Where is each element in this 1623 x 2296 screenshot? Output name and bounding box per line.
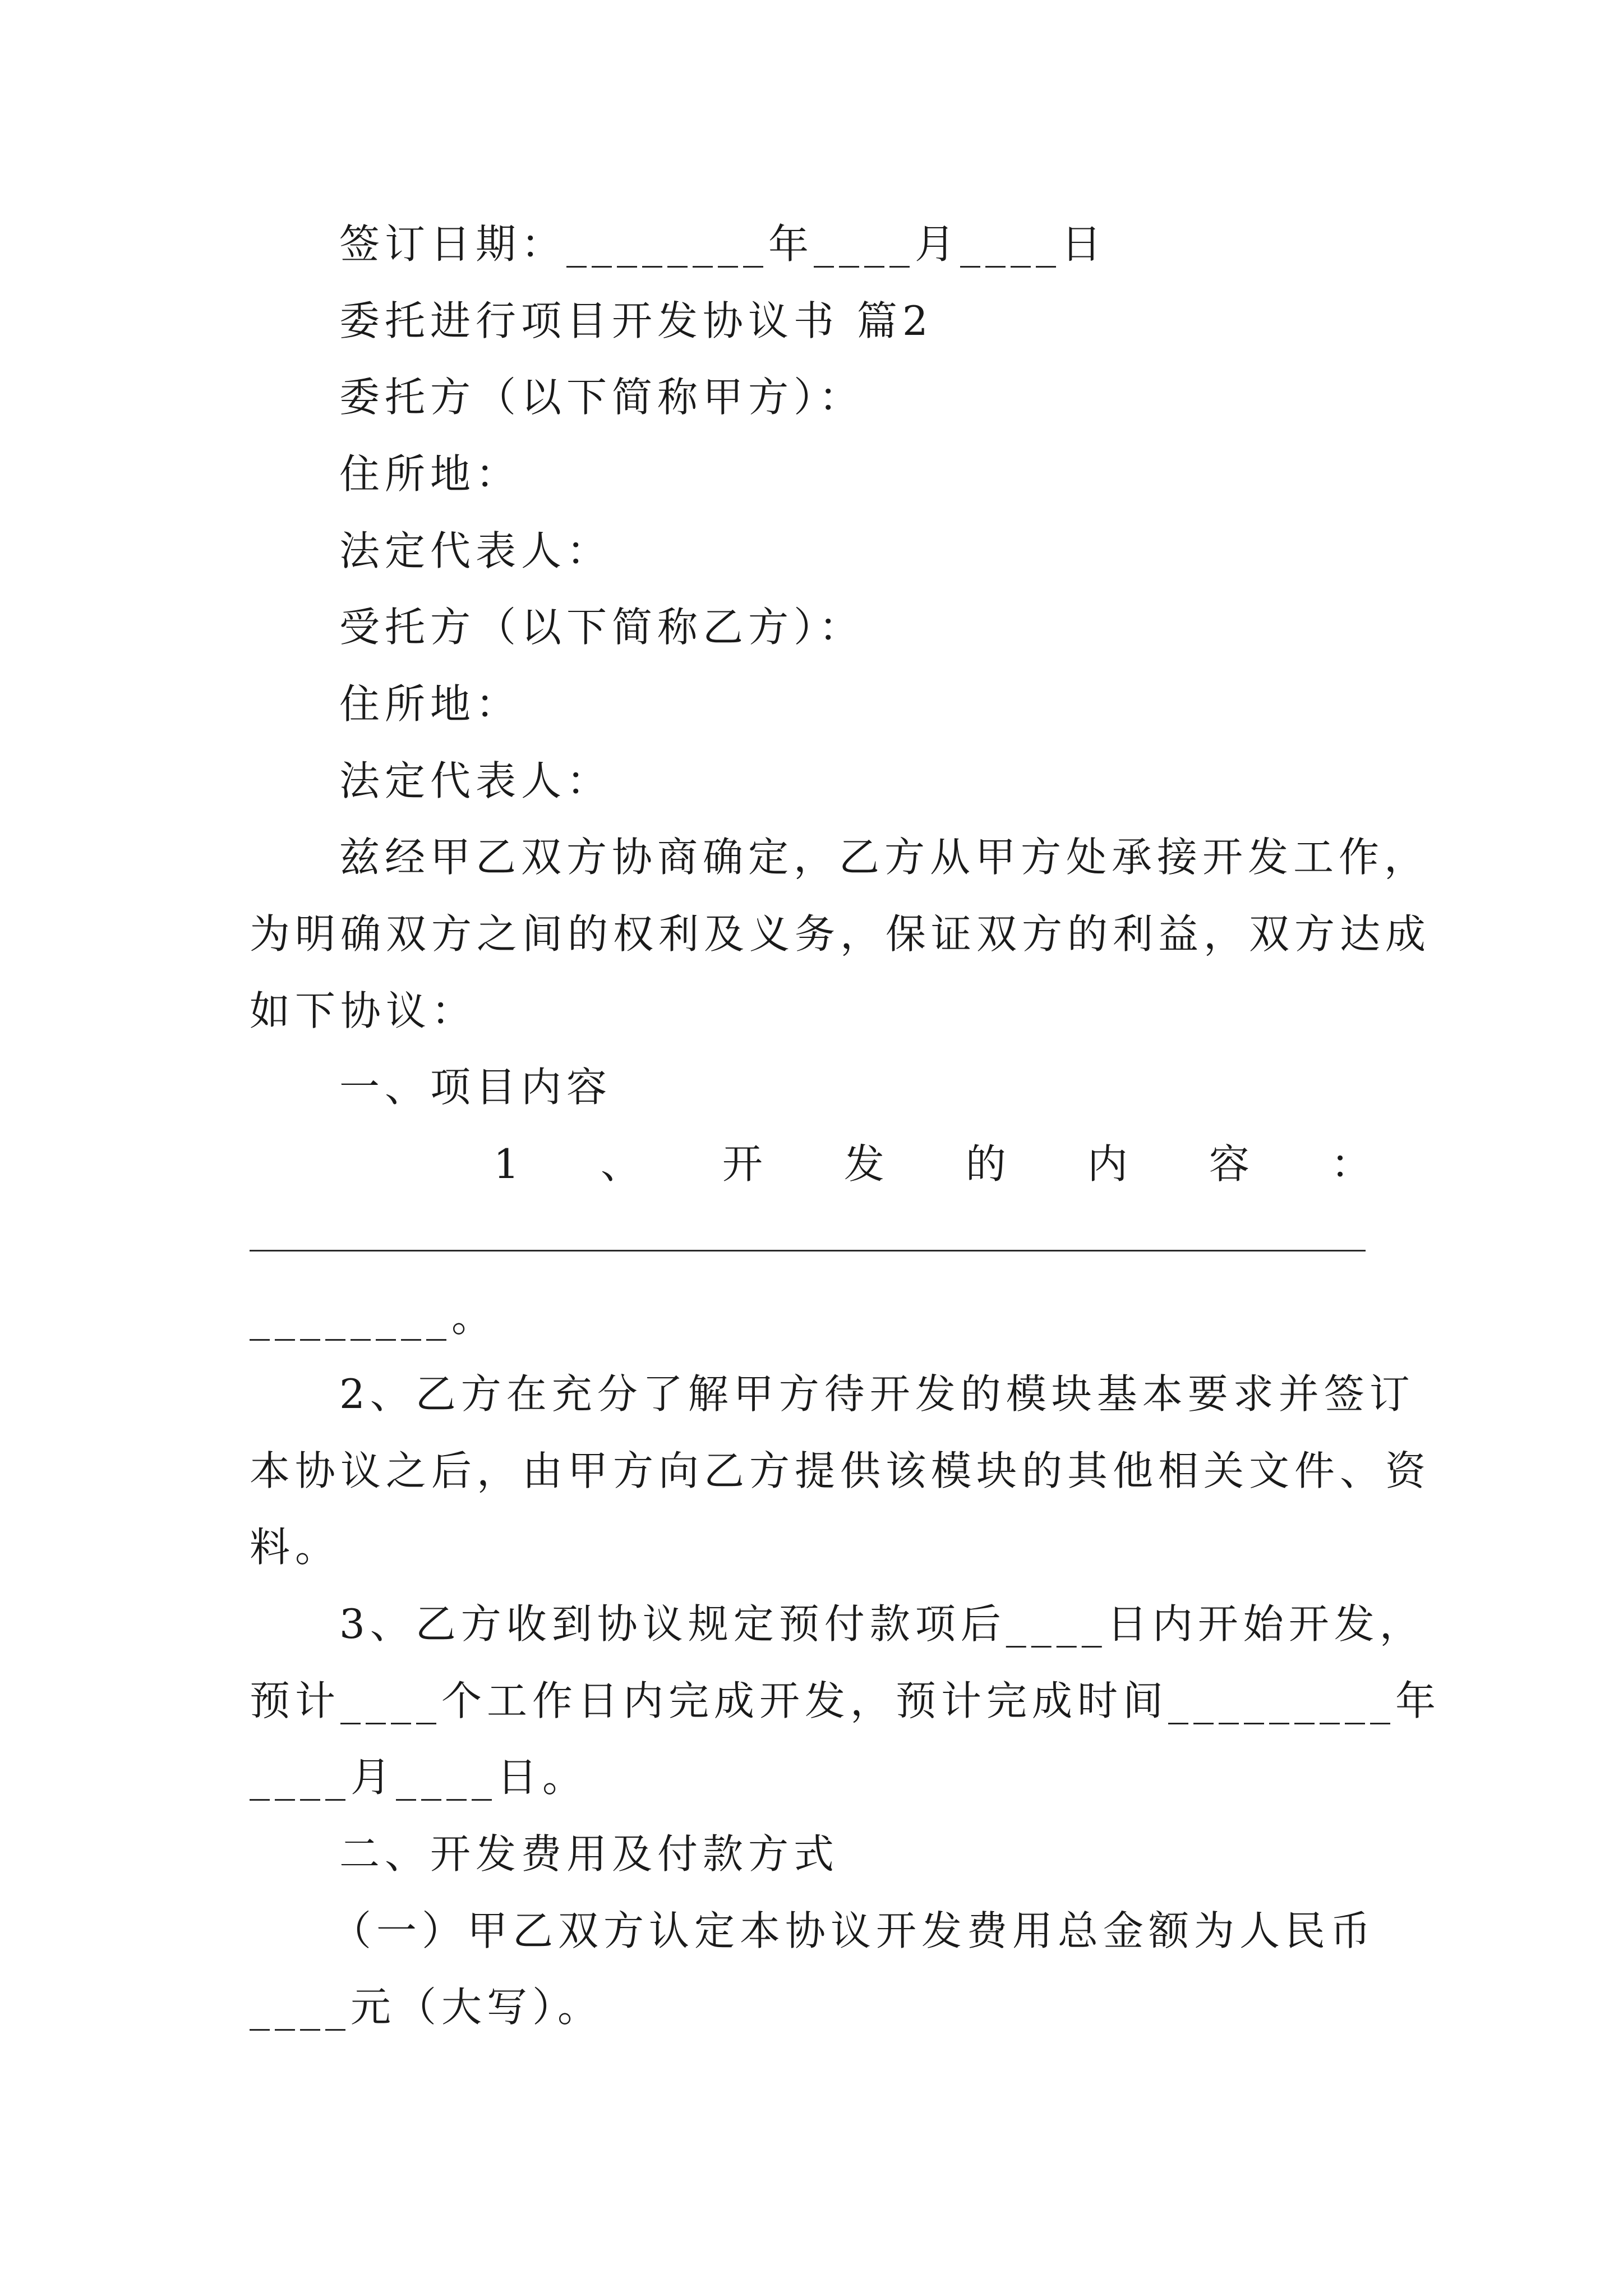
party-a-representative-line: 法定代表人： xyxy=(339,527,612,574)
item-2-line-1: 2、乙方在充分了解甲方待开发的模块基本要求并签订 xyxy=(339,1370,1415,1418)
item-2-line-2: 本协议之后，由甲方向乙方提供该模块的其他相关文件、资 xyxy=(250,1447,1431,1494)
item-3-line-2: 预计____个工作日内完成开发，预计完成时间_________年 xyxy=(250,1677,1441,1724)
item-1-char: 、 xyxy=(600,1140,641,1188)
item-1-char: 容 xyxy=(1209,1140,1249,1188)
item-1-char: 开 xyxy=(722,1140,763,1188)
party-b-line: 受托方（以下简称乙方）： xyxy=(339,604,865,651)
party-b-representative-line: 法定代表人： xyxy=(339,757,612,804)
intro-paragraph-line-2: 为明确双方之间的权利及义务，保证双方的利益，双方达成 xyxy=(250,910,1431,958)
signing-date-line: 签订日期：________年____月____日 xyxy=(339,220,1107,268)
item-3-line-3: ____月____日。 xyxy=(250,1754,588,1801)
item-1-tail-line: ________。 xyxy=(250,1294,497,1341)
item-1-char: 发 xyxy=(843,1140,884,1188)
item-1-char: 1 xyxy=(494,1140,519,1188)
item-1-char: ： xyxy=(1330,1140,1371,1188)
item-3-line-1: 3、乙方收到协议规定预付款项后____日内开始开发， xyxy=(339,1600,1425,1648)
fee-line-1: （一）甲乙双方认定本协议开发费用总金额为人民币 xyxy=(331,1907,1376,1954)
item-1-char: 的 xyxy=(965,1140,1006,1188)
intro-paragraph-line-1: 兹经甲乙双方协商确定，乙方从甲方处承接开发工作， xyxy=(339,834,1430,881)
section-1-heading: 一、项目内容 xyxy=(339,1064,612,1111)
item-1-char: 内 xyxy=(1087,1140,1128,1188)
intro-paragraph-line-3: 如下协议： xyxy=(250,987,477,1034)
section-2-heading: 二、开发费用及付款方式 xyxy=(339,1830,840,1878)
party-b-address-line: 住所地： xyxy=(339,680,522,728)
item-1-heading xyxy=(494,1136,1371,1192)
item-2-line-3: 料。 xyxy=(250,1524,341,1571)
fee-line-2: ____元（大写）。 xyxy=(250,1984,603,2031)
party-a-address-line: 住所地： xyxy=(339,450,522,498)
party-a-line: 委托方（以下简称甲方）： xyxy=(339,374,865,421)
agreement-title: 委托进行项目开发协议书 篇2 xyxy=(339,297,933,344)
blank-fill-rule xyxy=(250,1250,1366,1251)
